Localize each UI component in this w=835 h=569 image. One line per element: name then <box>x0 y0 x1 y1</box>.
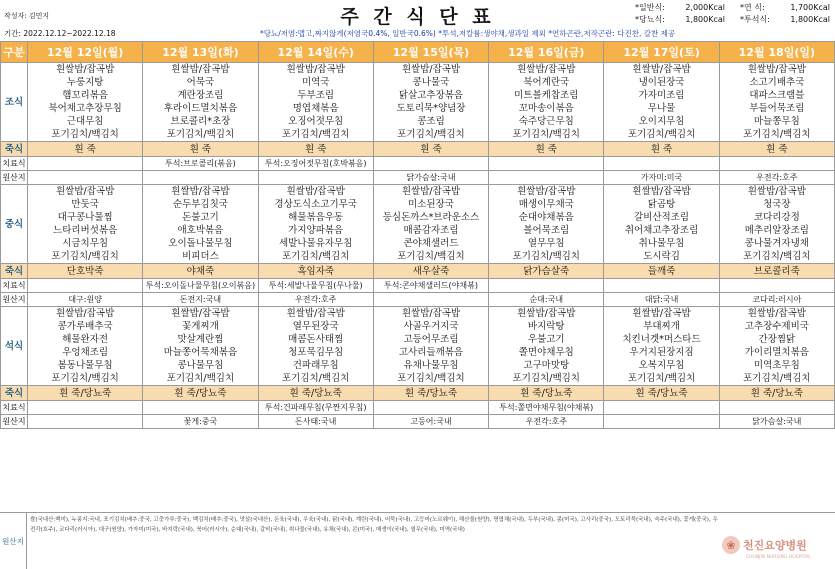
porridge-cell: 흰 죽/당뇨죽 <box>258 386 373 401</box>
porridge-cell: 흰 죽 <box>719 142 834 157</box>
origin-cell <box>28 171 143 185</box>
menu-item: 포기김치/백김치 <box>281 373 350 384</box>
breakfast-items-row <box>1 63 835 142</box>
therapy-cell <box>373 157 488 171</box>
menu-item: 느타리버섯볶음 <box>53 225 118 236</box>
day-menu-cell <box>489 185 604 264</box>
menu-item: 고추장수제비국 <box>744 321 809 332</box>
menu-item: 우불고기 <box>527 334 565 345</box>
origin-cell: 우전각:호주 <box>719 171 834 185</box>
porridge-label: 죽식 <box>1 142 28 157</box>
menu-item: 고사리들깨볶음 <box>398 347 464 358</box>
breakfast-porridge-row <box>1 142 835 157</box>
menu-item: 치킨너겟*머스타드 <box>622 334 701 345</box>
menu-item: 갈비산적조림 <box>634 212 690 223</box>
porridge-label: 죽식 <box>1 264 28 279</box>
menu-item: 세발나물유자무침 <box>278 238 353 249</box>
menu-item: 흰쌀밥/잡곡밥 <box>171 308 230 319</box>
therapy-cell <box>719 401 834 415</box>
therapy-label: 치료식 <box>1 157 28 171</box>
menu-item: 포기김치/백김치 <box>397 129 465 140</box>
therapy-label: 치료식 <box>1 401 28 415</box>
menu-item: 볼어묵조림 <box>523 225 570 236</box>
porridge-cell: 흰 죽 <box>373 142 488 157</box>
origin-cell: 가자미:미국 <box>604 171 719 185</box>
porridge-cell: 단호박죽 <box>28 264 143 279</box>
porridge-cell: 새우살죽 <box>373 264 488 279</box>
day-menu-cell <box>28 63 143 142</box>
menu-item: 매콤감자조림 <box>403 225 459 236</box>
dinner-origin-row <box>1 415 835 429</box>
menu-item: 흰쌀밥/잡곡밥 <box>286 64 345 75</box>
menu-item: 고등어무조림 <box>403 334 459 345</box>
dinner-label: 석식 <box>1 307 28 386</box>
menu-item: 미역국 <box>301 77 330 88</box>
menu-item: 도토리묵*양념장 <box>396 103 466 114</box>
menu-item: 콩나물국 <box>412 77 450 88</box>
menu-item: 콩가루배추국 <box>57 321 113 332</box>
menu-item: 마늘쫑어묵채볶음 <box>163 347 238 358</box>
menu-item: 포기김치/백김치 <box>51 373 119 384</box>
porridge-cell: 흰 죽/당뇨죽 <box>28 386 143 401</box>
menu-item: 오복지무침 <box>638 360 685 371</box>
day-header: 12월 13일(화) <box>143 42 258 63</box>
therapy-cell <box>373 401 488 415</box>
day-header: 12월 18일(일) <box>719 42 834 63</box>
kcal-value: 1,800Kcal <box>685 15 725 24</box>
day-menu-cell <box>604 307 719 386</box>
kcal-label: *일반식: <box>635 3 665 12</box>
origin-label: 원산지 <box>1 171 28 185</box>
menu-table <box>0 41 835 429</box>
porridge-cell: 닭가슴살죽 <box>489 264 604 279</box>
menu-item: 봄동나물무침 <box>57 360 113 371</box>
porridge-cell: 들깨죽 <box>604 264 719 279</box>
menu-item: 청포묵김무침 <box>288 347 344 358</box>
porridge-cell: 흰 죽/당뇨죽 <box>143 386 258 401</box>
menu-item: 포기김치/백김치 <box>743 129 811 140</box>
menu-item: 부들어묵조림 <box>749 103 805 114</box>
tree-icon: ❀ <box>722 536 740 554</box>
day-menu-cell <box>373 307 488 386</box>
therapy-label: 치료식 <box>1 279 28 293</box>
menu-item: 부대찌개 <box>643 321 680 332</box>
menu-item: 꼬마송이볶음 <box>518 103 574 114</box>
menu-item: 콘야채샐러드 <box>403 238 459 249</box>
therapy-cell: 투석:세발나물무침(무나물) <box>258 279 373 293</box>
origin-label: 원산지 <box>1 415 28 429</box>
therapy-cell <box>28 401 143 415</box>
origin-cell <box>258 171 373 185</box>
menu-item: 건파래무침 <box>292 360 339 371</box>
menu-item: 흰쌀밥/잡곡밥 <box>747 64 806 75</box>
menu-item: 포기김치/백김치 <box>512 373 580 384</box>
menu-item: 해물볶음우동 <box>288 212 344 223</box>
origin-cell: 코다리:러시아 <box>719 293 834 307</box>
day-header: 12월 14일(수) <box>258 42 373 63</box>
origin-cell: 우전각:호주 <box>258 293 373 307</box>
menu-item: 흰쌀밥/잡곡밥 <box>56 308 115 319</box>
menu-item: 대구콩나물찜 <box>57 212 113 223</box>
lunch-porridge-row <box>1 264 835 279</box>
therapy-cell <box>489 157 604 171</box>
dinner-porridge-row <box>1 386 835 401</box>
therapy-cell <box>604 401 719 415</box>
origin-cell: 돈사태:국내 <box>258 415 373 429</box>
menu-item: 오이지무침 <box>638 116 685 127</box>
day-menu-cell <box>604 63 719 142</box>
porridge-cell: 흰 죽 <box>604 142 719 157</box>
menu-item: 만둣국 <box>71 199 99 210</box>
menu-item: 누룽지탕 <box>66 77 104 88</box>
menu-item: 북어채고추장무침 <box>48 103 122 114</box>
menu-item: 흰쌀밥/잡곡밥 <box>632 64 691 75</box>
origin-cell <box>373 293 488 307</box>
menu-item: 숙주당근무침 <box>518 116 574 127</box>
menu-item: 포기김치/백김치 <box>397 251 465 262</box>
menu-item: 포기김치/백김치 <box>743 373 811 384</box>
menu-item: 열무무침 <box>527 238 565 249</box>
menu-item: 사골우거지국 <box>403 321 459 332</box>
menu-item: 포기김치/백김치 <box>627 373 696 384</box>
therapy-cell: 투석:건파래무침(무짠지무침) <box>258 401 373 415</box>
menu-item: 꽃게찌개 <box>182 321 219 332</box>
therapy-cell <box>489 279 604 293</box>
origin-cell <box>28 415 143 429</box>
menu-item: 계란장조림 <box>177 90 224 101</box>
hospital-logo <box>722 536 807 554</box>
therapy-cell <box>604 279 719 293</box>
day-menu-cell <box>719 63 834 142</box>
menu-item: 흰쌀밥/잡곡밥 <box>401 308 461 319</box>
kcal-label: *당뇨식: <box>635 15 665 24</box>
therapy-cell: 투석:쫄면야채무침(야채볶) <box>489 401 604 415</box>
menu-item: 간장찜닭 <box>758 334 796 345</box>
menu-item: 취어채고추장조림 <box>624 225 699 236</box>
header <box>0 0 835 42</box>
menu-item: 흰쌀밥/잡곡밥 <box>286 308 345 319</box>
day-menu-cell <box>258 307 373 386</box>
origin-cell: 대구:원양 <box>28 293 143 307</box>
porridge-label: 죽식 <box>1 386 28 401</box>
lunch-label: 중식 <box>1 185 28 264</box>
day-header-row <box>1 42 835 63</box>
menu-item: 대파스크램블 <box>749 90 805 101</box>
menu-item: 흰쌀밥/잡곡밥 <box>286 186 345 197</box>
therapy-cell: 투석:오이돌나물무침(오이볶음) <box>143 279 258 293</box>
menu-item: 순두부김칫국 <box>172 199 228 210</box>
porridge-cell: 흰 죽 <box>28 142 143 157</box>
menu-item: 미역초무침 <box>753 360 800 371</box>
kcal-value: 2,000Kcal <box>685 3 725 12</box>
day-menu-cell <box>604 185 719 264</box>
porridge-cell: 흰 죽/당뇨죽 <box>489 386 604 401</box>
porridge-cell: 흰 죽 <box>489 142 604 157</box>
day-header: 12월 12일(월) <box>28 42 143 63</box>
origin-cell: 꽃게:중국 <box>143 415 258 429</box>
day-menu-cell <box>373 63 488 142</box>
menu-item: 흰쌀밥/잡곡밥 <box>401 186 461 197</box>
menu-item: 메추리알장조림 <box>744 225 809 236</box>
origin-cell: 닭가슴살:국내 <box>719 415 834 429</box>
porridge-cell: 흰 죽/당뇨죽 <box>719 386 834 401</box>
menu-item: 가이리멸치볶음 <box>744 347 809 358</box>
menu-item: 어묵국 <box>186 77 215 88</box>
menu-item: 포기김치/백김치 <box>281 251 350 262</box>
menu-item: 경상도식소고기무국 <box>274 199 357 210</box>
menu-item: 흰쌀밥/잡곡밥 <box>401 64 461 75</box>
origin-footer <box>0 512 835 568</box>
menu-item: 포기김치/백김치 <box>51 251 119 262</box>
origin-label: 원산지 <box>1 293 28 307</box>
day-menu-cell <box>143 63 258 142</box>
therapy-cell: 투석:오징어젓무침(호박볶음) <box>258 157 373 171</box>
page-title: 주 간 식 단 표 <box>340 6 495 28</box>
menu-item: 흰쌀밥/잡곡밥 <box>517 308 576 319</box>
menu-item: 쫄면야채무침 <box>518 347 574 358</box>
therapy-cell <box>604 157 719 171</box>
origin-cell: 돈전지:국내 <box>143 293 258 307</box>
menu-item: 매생이무채국 <box>518 199 574 210</box>
menu-item: 흰쌀밥/잡곡밥 <box>56 64 115 75</box>
porridge-cell: 야채죽 <box>143 264 258 279</box>
day-header: 12월 15일(목) <box>373 42 488 63</box>
logo-name: 천진요양병원 <box>743 539 807 552</box>
author-label: 작성자: 김민지 <box>4 12 50 20</box>
day-menu-cell <box>143 307 258 386</box>
menu-item: 순대야채볶음 <box>518 212 574 223</box>
logo-subtitle: CHUNJIN NURSING HOSPITAL <box>746 555 811 560</box>
day-menu-cell <box>258 185 373 264</box>
menu-item: 취나물무침 <box>638 238 685 249</box>
menu-item: 바지락탕 <box>527 321 565 332</box>
menu-item: 포기김치/백김치 <box>512 129 580 140</box>
menu-item: 오징어젓무침 <box>288 116 344 127</box>
kcal-label: *투석식: <box>740 15 770 24</box>
kcal-value: 1,700Kcal <box>790 3 830 12</box>
lunch-therapy-row <box>1 279 835 293</box>
breakfast-label: 조식 <box>1 63 28 142</box>
menu-item: 포기김치/백김치 <box>512 251 580 262</box>
menu-item: 흰쌀밥/잡곡밥 <box>747 186 806 197</box>
day-menu-cell <box>373 185 488 264</box>
menu-item: 비피더스 <box>182 251 219 262</box>
dinner-therapy-row <box>1 401 835 415</box>
therapy-cell <box>28 279 143 293</box>
therapy-cell: 투석:브로콜리(볶음) <box>143 157 258 171</box>
origin-cell: 고등어:국내 <box>373 415 488 429</box>
menu-item: 오이돌나물무침 <box>168 238 233 249</box>
dinner-items-row <box>1 307 835 386</box>
menu-item: 포기김치/백김치 <box>397 373 465 384</box>
porridge-cell: 브로콜리죽 <box>719 264 834 279</box>
therapy-cell <box>719 157 834 171</box>
day-menu-cell <box>719 185 834 264</box>
menu-item: 시금치무침 <box>62 238 109 249</box>
menu-item: 흰쌀밥/잡곡밥 <box>171 186 230 197</box>
menu-item: 포기김치/백김치 <box>166 129 235 140</box>
kcal-right <box>740 2 830 26</box>
menu-item: 흰쌀밥/잡곡밥 <box>632 186 691 197</box>
menu-item: 미소된장국 <box>408 199 454 210</box>
breakfast-origin-row <box>1 171 835 185</box>
menu-item: 마늘쫑무침 <box>753 116 800 127</box>
lunch-origin-row <box>1 293 835 307</box>
origin-cell: 닭가슴살:국내 <box>373 171 488 185</box>
origin-cell <box>143 171 258 185</box>
day-header: 12월 17일(토) <box>604 42 719 63</box>
day-menu-cell <box>258 63 373 142</box>
breakfast-therapy-row <box>1 157 835 171</box>
kcal-label: *연 식: <box>740 3 765 12</box>
menu-item: 코다리강정 <box>753 212 800 223</box>
menu-item: 흰쌀밥/잡곡밥 <box>747 308 806 319</box>
origin-cell: 대닭:국내 <box>604 293 719 307</box>
kcal-value: 1,800Kcal <box>790 15 830 24</box>
menu-item: 포기김치/백김치 <box>627 129 696 140</box>
menu-item: 두부조림 <box>297 90 335 101</box>
menu-item: 햄꼬리볶음 <box>62 90 109 101</box>
menu-item: 콩조림 <box>417 116 445 127</box>
therapy-cell: 투석:콘야채샐러드(야채볶) <box>373 279 488 293</box>
menu-item: 브로콜리*초장 <box>170 116 231 127</box>
diet-notice: *당뇨/저염:맵고,짜지않게(저염국0.4%, 일반국0.6%) *투석,저칼륨:생야채,생과일 제외 *연하곤란,저작곤란: 다진찬, 갈찬 제공 <box>260 29 676 38</box>
day-menu-cell <box>143 185 258 264</box>
origin-cell <box>604 415 719 429</box>
porridge-cell: 흰 죽 <box>143 142 258 157</box>
menu-item: 소고기배추국 <box>749 77 805 88</box>
menu-item: 가자미조림 <box>638 90 685 101</box>
menu-item: 돈불고기 <box>182 212 219 223</box>
menu-item: 등심돈까스*브라운소스 <box>382 212 480 223</box>
menu-item: 흰쌀밥/잡곡밥 <box>171 64 230 75</box>
lunch-items-row <box>1 185 835 264</box>
menu-item: 유채나물무침 <box>403 360 459 371</box>
menu-item: 무나물 <box>647 103 676 114</box>
menu-item: 북어계란국 <box>523 77 570 88</box>
porridge-cell: 흰 죽/당뇨죽 <box>373 386 488 401</box>
menu-item: 닭살고추장볶음 <box>398 90 464 101</box>
menu-item: 우거지된장지짐 <box>629 347 694 358</box>
porridge-cell: 흑임자죽 <box>258 264 373 279</box>
menu-item: 포기김치/백김치 <box>281 129 350 140</box>
origin-cell: 순대:국내 <box>489 293 604 307</box>
menu-item: 명엽채볶음 <box>292 103 339 114</box>
kcal-left <box>635 2 725 26</box>
menu-item: 포기김치/백김치 <box>166 373 235 384</box>
menu-item: 흰쌀밥/잡곡밥 <box>517 64 576 75</box>
menu-item: 냉이된장국 <box>638 77 685 88</box>
menu-item: 닭곰탕 <box>647 199 676 210</box>
day-menu-cell <box>28 307 143 386</box>
menu-item: 열무된장국 <box>292 321 339 332</box>
footer-origin-text: 쌀(국내산:백미), 누룽지:국내, 포기김치(배추:중국, 고춧가루:중국), 백김치(배추:중국), 맛살(국내산), 돈육(국내), 우육(국내), 닭(국내), 계란(국내), 어묵(국내), 고등어(노르웨이), 해산물(원양), 명엽채(국내), 두부(국내), 콩(미국), 고사리(중국), 도토리묵(국내), 숙주(국내), 꽃게(중국), 우전각(호주), 코다리(러시아), 대구(원양), 가자미(미국), 바지락(국내), 북어(러시아), 순대(국내), 갈비(국내), 취나물(국내), 유채(국내), 콘(미국), 매생이(국내), 열무(국내), 미역(국내) <box>30 517 718 533</box>
corner-header: 구분 <box>1 42 28 63</box>
origin-cell <box>489 171 604 185</box>
day-header: 12월 16일(금) <box>489 42 604 63</box>
therapy-cell <box>143 401 258 415</box>
menu-item: 근대무침 <box>66 116 104 127</box>
menu-item: 가지양파볶음 <box>288 225 344 236</box>
menu-item: 맛살계란찜 <box>177 334 224 345</box>
menu-item: 콩나물무침 <box>177 360 224 371</box>
period-label: 기간: 2022.12.12~2022.12.18 <box>4 29 116 38</box>
day-menu-cell <box>719 307 834 386</box>
menu-item: 우엉채조림 <box>62 347 109 358</box>
menu-item: 후라이드멸치볶음 <box>163 103 238 114</box>
day-menu-cell <box>28 185 143 264</box>
menu-item: 도시락김 <box>643 251 680 262</box>
footer-label: 원산지 <box>0 513 27 569</box>
day-menu-cell <box>489 63 604 142</box>
menu-item: 고구마맛탕 <box>523 360 570 371</box>
day-menu-cell <box>489 307 604 386</box>
menu-item: 해물완자전 <box>62 334 109 345</box>
therapy-cell <box>719 279 834 293</box>
menu-item: 흰쌀밥/잡곡밥 <box>632 308 691 319</box>
menu-item: 흰쌀밥/잡곡밥 <box>517 186 576 197</box>
porridge-cell: 흰 죽 <box>258 142 373 157</box>
menu-item: 미트볼케찹조림 <box>514 90 579 101</box>
origin-cell: 우전각:호주 <box>489 415 604 429</box>
menu-item: 애호박볶음 <box>177 225 224 236</box>
menu-item: 포기김치/백김치 <box>743 251 811 262</box>
menu-item: 포기김치/백김치 <box>51 129 119 140</box>
menu-item: 매콤돈사태찜 <box>288 334 344 345</box>
menu-item: 청국장 <box>763 199 791 210</box>
therapy-cell <box>28 157 143 171</box>
menu-item: 흰쌀밥/잡곡밥 <box>56 186 115 197</box>
menu-item: 콩나물겨자냉채 <box>744 238 809 249</box>
porridge-cell: 흰 죽/당뇨죽 <box>604 386 719 401</box>
